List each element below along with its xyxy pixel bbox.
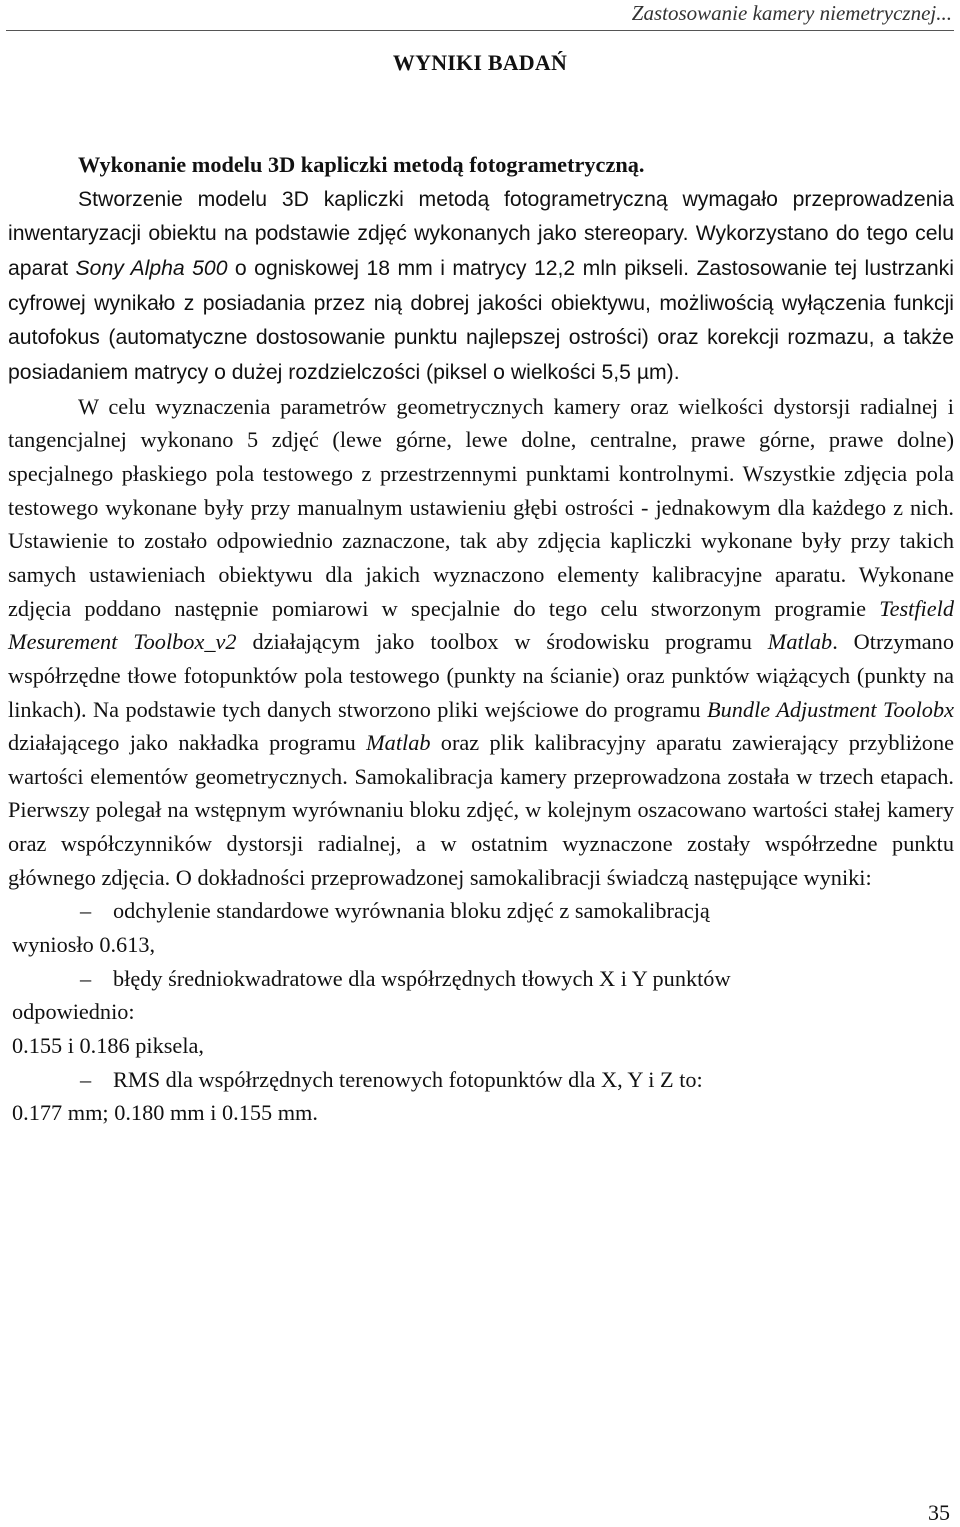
camera-model: Sony Alpha 500 — [75, 256, 228, 280]
paragraph-1-part2: o ogniskowej 18 mm i matrycy 12,2 mln pikseli. — [227, 256, 690, 280]
program-name-2: Matlab — [767, 629, 833, 655]
result-item-2-values: 0.155 i 0.186 piksela, — [12, 1033, 204, 1059]
result-item-3-text: RMS dla współrzędnych terenowych fotopunktów dla X, Y i Z to: — [113, 1066, 703, 1092]
result-item-2 — [8, 962, 954, 996]
section-title: WYNIKI BADAŃ — [392, 50, 568, 75]
paragraph-2-part5: oraz plik kalibracyjny aparatu zawierający przybliżone wartości elementów geometrycznych. Samokalibracja kamery przeprowadzona została w trzech etapach. Pierwszy polegał na wstępnym wyrównaniu bloku zdjęć, w kolejnym oszacowano wartości stałej kamery oraz współczynników dystorsji radialnej, a w ostatnim wyznaczone zostały współrzedne punktu głównego zdjęcia. O dokładności przeprowadzonej samokalibracji świadczą następujące wyniki: — [8, 730, 954, 890]
paragraph-2-part2: działającym jako toolbox w środowisku programu — [236, 629, 768, 655]
result-item-1-text: odchylenie standardowe wyrównania bloku zdjęć z samokalibracją — [113, 898, 710, 924]
dash-bullet: – — [80, 898, 92, 924]
page-number: 35 — [928, 1500, 950, 1525]
paragraph-2-part1: W celu wyznaczenia parametrów geometrycznych kamery oraz wielkości dystorsji radialnej i tangencjalnej wykonano 5 zdjęć (lewe górne, lewe dolne, centralne, prawe górne, prawe dolne) specjalnego płaskiego pola testowego z przestrzennymi punktami kontrolnymi. Wszystkie zdjęcia pola testowego wykonane były przy manualnym ustawieniu głębi ostrości - jednakowym dla każdego z nich. Ustawienie to zostało odpowiednio zaznaczone, tak aby zdjęcia kapliczki wykonane były przy takich samych ustawieniach obiektywu dla jakich wyznaczono elementy kalibracyjne aparatu. Wykonane zdjęcia poddano następnie pomiarowi w specjalnie do tego celu stworzonym programie — [8, 393, 954, 621]
dash-bullet: – — [80, 965, 92, 991]
paragraph-1-sans-text — [8, 188, 954, 384]
program-name-3: Bundle Adjustment Toolobx — [707, 696, 954, 722]
paragraph-2-part4: działającego jako nakładka programu — [8, 730, 367, 756]
result-item-3-values: 0.177 mm; 0.180 mm i 0.155 mm. — [12, 1100, 318, 1126]
paragraph-2 — [8, 390, 954, 895]
program-name-4: Matlab — [366, 730, 431, 756]
body-text — [8, 148, 954, 1130]
result-item-1 — [8, 894, 954, 928]
paragraph-2-part3: . Otrzymano współrzędne tłowe fotopunktów pola testowego (punkty na ścianie) oraz punktów wiążących (punkty na linkach). Na podstawie tych danych stworzono pliki wejściowe do programu — [8, 629, 954, 722]
header-rule — [6, 30, 954, 31]
program-name-1: Testfield Mesurement Toolbox_v2 — [8, 595, 954, 655]
paragraph-1-part3: Zastosowanie tej lustrzanki cyfrowej wynikało z posiadania przez nią dobrej jakości obiektywu, możliwością wyłączenia funkcji autofokus (automatyczne dostosowanie punktu najlepszej ostrości) oraz korekcji rozmazu, a także posiadaniem matrycy o dużej rozdzielczości (piksel o wielkości 5,5 µm). — [8, 256, 954, 384]
result-item-2-continuation: odpowiednio: — [12, 999, 135, 1025]
dash-bullet: – — [80, 1066, 92, 1092]
running-header: Zastosowanie kamery niemetrycznej... — [631, 1, 952, 25]
result-item-3 — [8, 1063, 954, 1097]
subheading: Wykonanie modelu 3D kapliczki metodą fotogrametryczną. — [78, 152, 645, 177]
result-item-1-continuation: wyniosło 0.613, — [12, 932, 156, 958]
paragraph-1-part1: Stworzenie modelu 3D kapliczki metodą fotogrametryczną wymagało przeprowadzenia inwentaryzacji obiektu na podstawie zdjęć wykonanych jako stereopary. Wykorzystano do tego celu aparat — [8, 187, 954, 280]
paragraph-1 — [8, 182, 954, 390]
result-item-2-text: błędy średniokwadratowe dla współrzędnych tłowych X i Y punktów — [113, 965, 731, 991]
